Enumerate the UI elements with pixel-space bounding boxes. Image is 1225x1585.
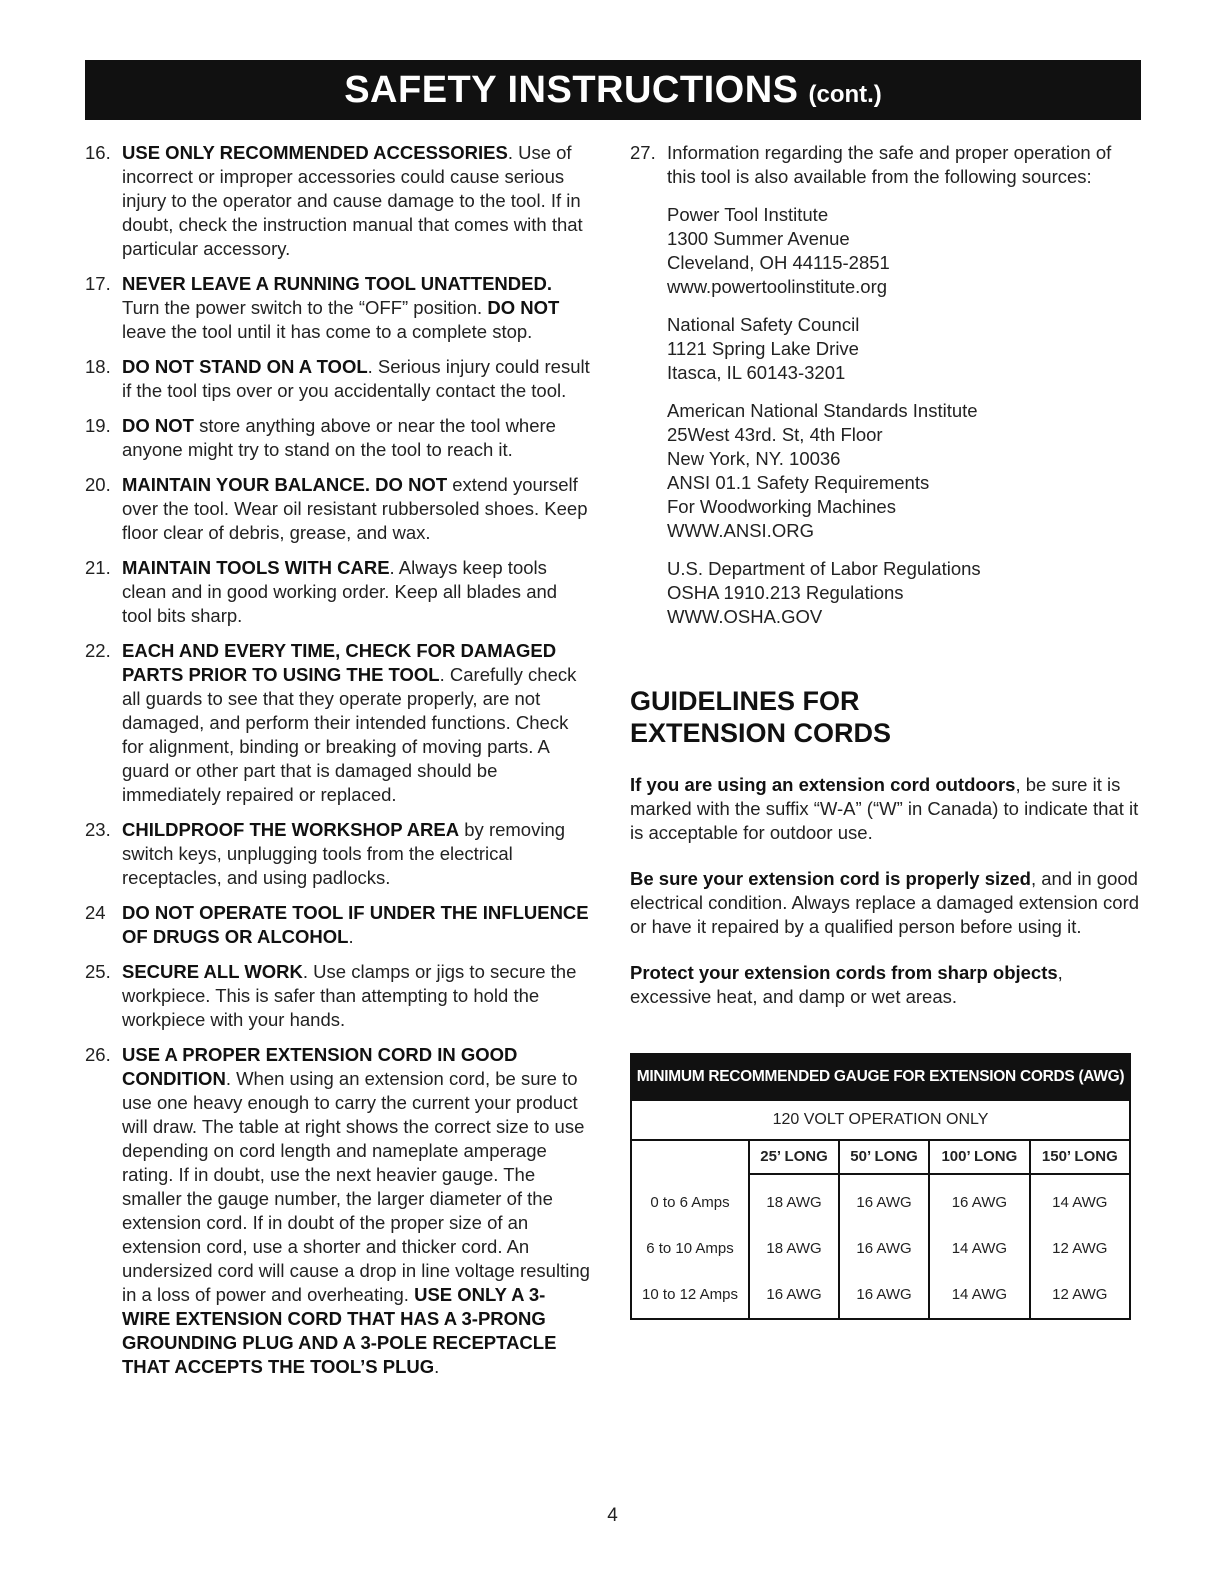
instruction-item-27 — [630, 141, 1140, 189]
table-cell: 16 AWG — [839, 1272, 929, 1318]
item-number: 23. — [85, 819, 111, 840]
paragraph-text: , be sure it is marked with the suffix “W-A” (“W” in Canada) to indicate that it is acceptable for outdoor use. — [630, 774, 1139, 843]
item-heading: DO NOT OPERATE TOOL IF UNDER THE INFLUENCE OF DRUGS OR ALCOHOL — [122, 902, 589, 947]
source-line: New York, NY. 10036 — [667, 448, 841, 469]
guideline-paragraph — [630, 867, 1140, 939]
item-heading: SECURE ALL WORK — [122, 961, 303, 982]
item-heading: MAINTAIN TOOLS WITH CARE — [122, 557, 390, 578]
source-line: 1121 Spring Lake Drive — [667, 338, 859, 359]
guideline-paragraph — [630, 961, 1140, 1009]
item-heading: NEVER LEAVE A RUNNING TOOL UNATTENDED. — [122, 273, 552, 294]
item-text: by removing switch keys, unplugging tools from the electrical receptacles, and using padlocks. — [122, 819, 566, 888]
gauge-grid — [632, 1141, 1129, 1318]
paragraph-lead: If you are using an extension cord outdoors — [630, 774, 1016, 795]
item-text: . Always keep tools clean and in good working order. Keep all blades and tool bits sharp. — [122, 557, 558, 626]
item-text: Turn the power switch to the “OFF” position. — [122, 297, 488, 318]
table-row — [632, 1272, 1129, 1318]
column-header: 25’ LONG — [749, 1141, 839, 1174]
item-text: . — [348, 926, 354, 947]
instruction-item — [85, 272, 590, 344]
source-link[interactable]: WWW.ANSI.ORG — [667, 520, 814, 541]
source-line: For Woodworking Machines — [667, 496, 896, 517]
instruction-item — [85, 639, 590, 807]
item-emphasis: DO NOT — [487, 297, 560, 318]
source-link[interactable]: WWW.OSHA.GOV — [667, 606, 823, 627]
item-number: 21. — [85, 557, 111, 578]
item-heading: MAINTAIN YOUR BALANCE. DO NOT — [122, 474, 448, 495]
table-cell: 16 AWG — [929, 1174, 1030, 1226]
item-number: 20. — [85, 474, 111, 495]
source-line: 25West 43rd. St, 4th Floor — [667, 424, 883, 445]
item-text-2: . — [434, 1356, 440, 1377]
source-line: ANSI 01.1 Safety Requirements — [667, 472, 930, 493]
source-ansi — [667, 399, 1140, 543]
item-body — [122, 1043, 590, 1379]
item-body — [122, 141, 590, 261]
instruction-item — [85, 556, 590, 628]
column-header: 150’ LONG — [1030, 1141, 1129, 1174]
right-column — [630, 141, 1140, 1320]
item-number: 26. — [85, 1044, 111, 1065]
item-body — [122, 414, 590, 462]
heading-line: EXTENSION CORDS — [630, 718, 892, 748]
item-body — [122, 473, 590, 545]
source-line: National Safety Council — [667, 314, 860, 335]
item-number: 24 — [85, 902, 106, 923]
item-text: . Carefully check all guards to see that they operate properly, are not damaged, and perform their intended functions. Check for alignment, binding or breaking of moving parts. A guard or other part that is damaged should be immediately repaired or replaced. — [122, 664, 577, 805]
item-body — [122, 901, 590, 949]
page-banner — [85, 60, 1141, 120]
item-body — [122, 960, 590, 1032]
item-text: store anything above or near the tool where anyone might try to stand on the tool to reach it. — [122, 415, 556, 460]
column-header — [632, 1141, 749, 1174]
item-heading: EACH AND EVERY TIME, CHECK FOR DAMAGED PARTS PRIOR TO USING THE TOOL — [122, 640, 557, 685]
guideline-paragraph — [630, 773, 1140, 845]
item-emphasis: USE ONLY A 3-WIRE EXTENSION CORD THAT HAS A 3-PRONG GROUNDING PLUG AND A 3-POLE RECEPTACLE THAT ACCEPTS THE TOOL’S PLUG — [122, 1284, 557, 1377]
source-line: OSHA 1910.213 Regulations — [667, 582, 904, 603]
instruction-item — [85, 414, 590, 462]
table-cell: 14 AWG — [1030, 1174, 1129, 1226]
source-link[interactable]: www.powertoolinstitute.org — [667, 276, 888, 297]
item-text: . Use clamps or jigs to secure the workpiece. This is safer than attempting to hold the workpiece with your hands. — [122, 961, 577, 1030]
item-body — [122, 818, 590, 890]
paragraph-lead: Be sure your extension cord is properly sized — [630, 868, 1031, 889]
item-body — [122, 556, 590, 628]
item-body — [122, 355, 590, 403]
item-number: 19. — [85, 415, 111, 436]
gauge-table — [630, 1053, 1131, 1320]
column-header: 100’ LONG — [929, 1141, 1030, 1174]
guidelines-heading — [630, 685, 1140, 749]
table-cell: 12 AWG — [1030, 1272, 1129, 1318]
item-text: . Serious injury could result if the tool tips over or you accidentally contact the tool. — [122, 356, 590, 401]
table-cell: 10 to 12 Amps — [642, 1286, 738, 1303]
source-line: Power Tool Institute — [667, 204, 829, 225]
table-cell: 6 to 10 Amps — [646, 1240, 734, 1257]
banner-title: SAFETY INSTRUCTIONS — [344, 69, 799, 111]
paragraph-lead: Protect your extension cords from sharp objects — [630, 962, 1058, 983]
instruction-item — [85, 473, 590, 545]
item-number: 16. — [85, 142, 111, 163]
source-line: Cleveland, OH 44115-2851 — [667, 252, 890, 273]
instruction-item — [85, 141, 590, 261]
item-text: extend yourself over the tool. Wear oil resistant rubbersoled shoes. Keep floor clear of debris, grease, and wax. — [122, 474, 588, 543]
table-subheader: 120 VOLT OPERATION ONLY — [632, 1099, 1129, 1141]
item-heading: CHILDPROOF THE WORKSHOP AREA — [122, 819, 460, 840]
source-nsc — [667, 313, 1140, 385]
source-line: U.S. Department of Labor Regulations — [667, 558, 981, 579]
item-number: 25. — [85, 961, 111, 982]
table-cell: 18 AWG — [749, 1226, 839, 1272]
table-cell: 16 AWG — [839, 1174, 929, 1226]
heading-line: GUIDELINES FOR — [630, 686, 860, 716]
paragraph-text: , excessive heat, and damp or wet areas. — [630, 962, 1063, 1007]
item-text-2: leave the tool until it has come to a complete stop. — [122, 321, 533, 342]
item-heading: DO NOT — [122, 415, 194, 436]
page-number: 4 — [607, 1505, 618, 1526]
source-ptI — [667, 203, 1140, 299]
table-cell: 14 AWG — [929, 1272, 1030, 1318]
item-number: 27. — [630, 142, 656, 163]
item-heading: USE ONLY RECOMMENDED ACCESSORIES — [122, 142, 508, 163]
item-body — [122, 272, 590, 344]
item-text: Information regarding the safe and proper operation of this tool is also available from the following sources: — [667, 142, 1112, 187]
table-cell: 12 AWG — [1030, 1226, 1129, 1272]
table-cell: 14 AWG — [929, 1226, 1030, 1272]
table-cell: 0 to 6 Amps — [650, 1193, 730, 1211]
item-heading: DO NOT STAND ON A TOOL — [122, 356, 368, 377]
source-osha — [667, 557, 1140, 629]
item-number: 17. — [85, 273, 111, 294]
table-header: MINIMUM RECOMMENDED GAUGE FOR EXTENSION CORDS (AWG) — [632, 1055, 1129, 1099]
paragraph-text: , and in good electrical condition. Always replace a damaged extension cord or have it repaired by a qualified person before using it. — [630, 868, 1140, 937]
column-header: 50’ LONG — [839, 1141, 929, 1174]
table-cell: 18 AWG — [749, 1174, 839, 1226]
item-text: . Use of incorrect or improper accessories could cause serious injury to the operator and cause damage to the tool. If in doubt, check the instruction manual that comes with that particular accessory. — [122, 142, 583, 259]
banner-suffix: (cont.) — [808, 81, 882, 108]
instruction-item — [85, 355, 590, 403]
item-body — [122, 639, 590, 807]
item-text: . When using an extension cord, be sure to use one heavy enough to carry the current your product will draw. The table at right shows the correct size to use depending on cord length and nameplate amperage rating. If in doubt, use the next heavier gauge. The smaller the gauge number, the larger diameter of the extension cord. If in doubt of the proper size of an extension cord, use a shorter and thicker cord. An undersized cord will cause a drop in line voltage resulting in a loss of power and overheating. — [122, 1068, 590, 1305]
source-list — [667, 203, 1140, 629]
source-line: 1300 Summer Avenue — [667, 228, 850, 249]
instruction-item — [85, 960, 590, 1032]
instruction-item — [85, 818, 590, 890]
item-number: 22. — [85, 640, 111, 661]
source-line: American National Standards Institute — [667, 400, 978, 421]
left-column — [85, 141, 590, 1390]
table-cell: 16 AWG — [749, 1272, 839, 1318]
source-line: Itasca, IL 60143-3201 — [667, 362, 846, 383]
table-row — [632, 1226, 1129, 1272]
table-cell: 16 AWG — [839, 1226, 929, 1272]
instruction-item — [85, 901, 590, 949]
table-row — [632, 1174, 1129, 1226]
item-heading: USE A PROPER EXTENSION CORD IN GOOD CONDITION — [122, 1044, 518, 1089]
item-number: 18. — [85, 356, 111, 377]
column-header-row — [632, 1141, 1129, 1174]
instruction-item — [85, 1043, 590, 1379]
